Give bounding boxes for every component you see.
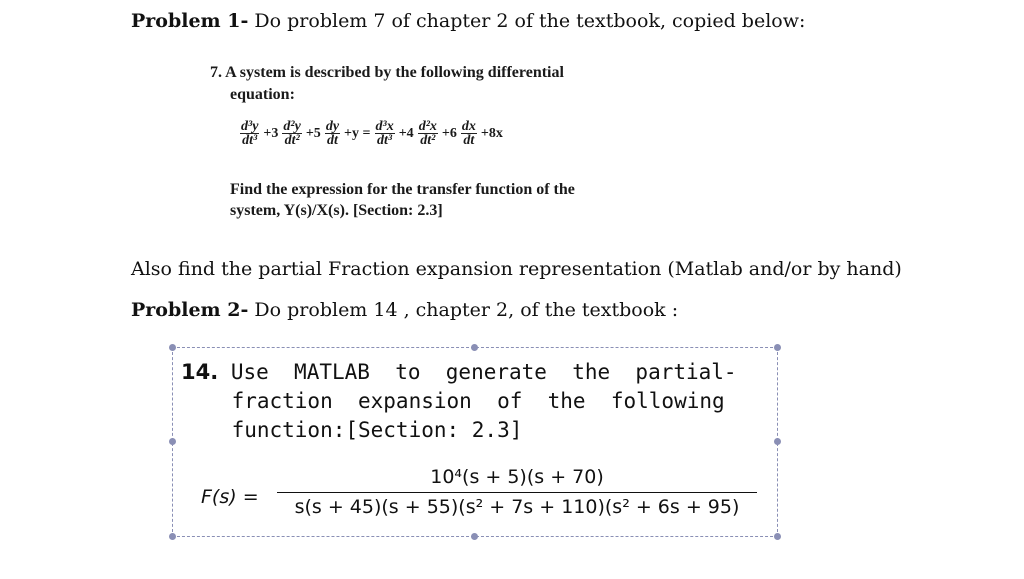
problem-1-label: Problem 1- (131, 10, 249, 32)
problem-7-line-2: equation: (230, 86, 295, 103)
problem-2-label: Problem 2- (131, 299, 249, 321)
resize-handle[interactable] (169, 533, 176, 540)
transfer-function-fraction (273, 466, 761, 518)
problem-14-text (181, 358, 737, 445)
transfer-function-numerator: 10⁴(s + 5)(s + 70) (430, 466, 604, 488)
resize-handle[interactable] (774, 344, 781, 351)
differential-equation: $\frac{\text{d³y}}{\text{dt³}}$ +3 $\frac{\text{d²y}}{\text{dt²}}$ +5 $\frac{dy}{dt}$ +y = $\frac{\text{d³x}}{\text{dt³}}$ +4 $\frac{\text{d²x}}{\text{dt²}}$ +6 $\frac{dx}{dt}$ +8x (241, 119, 503, 148)
eq-term: $\frac{\text{d³x}}{\text{dt³}}$ (375, 119, 394, 148)
problem-2-line (131, 299, 678, 321)
resize-handle[interactable] (169, 344, 176, 351)
problem-14-line-3: function:[Section: 2.3] (181, 418, 523, 442)
textbook-problem-14-image[interactable] (172, 347, 778, 537)
problem-7-number: 7. (210, 64, 222, 81)
eq-term: $\frac{\text{d²x}}{\text{dt²}}$ (418, 119, 437, 148)
problem-7-line-3: Find the expression for the transfer function of the (230, 181, 575, 198)
problem-7-line-4: system, Y(s)/X(s). [Section: 2.3] (230, 202, 443, 219)
resize-handle[interactable] (169, 438, 176, 445)
transfer-function-denominator: s(s + 45)(s + 55)(s² + 7s + 110)(s² + 6s + 95) (294, 496, 740, 518)
eq-term: $\frac{\text{d²y}}{\text{dt²}}$ (283, 119, 301, 148)
eq-term: $\frac{\text{d³y}}{\text{dt³}}$ (241, 119, 259, 148)
textbook-problem-7-image (210, 62, 640, 232)
eq-term: $\frac{dx}{dt}$ (461, 119, 476, 148)
resize-handle[interactable] (774, 438, 781, 445)
problem-14-line-2: fraction expansion of the following (181, 389, 725, 413)
eq-term: $\frac{dy}{dt}$ (325, 119, 340, 148)
resize-handle[interactable] (774, 533, 781, 540)
problem-2-text: Do problem 14 , chapter 2, of the textbook : (248, 299, 679, 321)
resize-handle[interactable] (471, 344, 478, 351)
problem-14-number: 14. (181, 360, 219, 384)
transfer-function-label: F(s) = (201, 486, 259, 508)
problem-1-line (131, 10, 805, 32)
partial-fraction-instruction: Also find the partial Fraction expansion representation (Matlab and/or by hand) (131, 258, 902, 280)
problem-14-line-1: Use MATLAB to generate the partial- (218, 360, 737, 384)
resize-handle[interactable] (471, 533, 478, 540)
problem-1-text: Do problem 7 of chapter 2 of the textbook, copied below: (248, 10, 806, 32)
problem-7-line-1: A system is described by the following differential (225, 64, 564, 81)
